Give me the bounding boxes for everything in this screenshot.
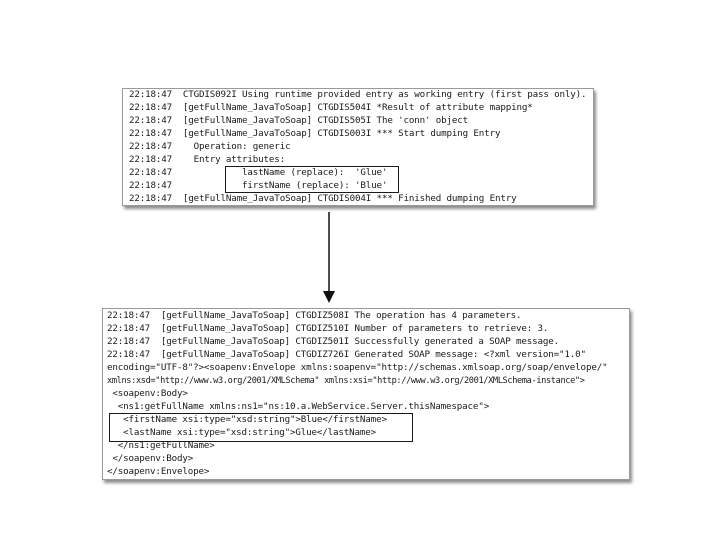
log-line: 22:18:47 lastName (replace): 'Glue' [129,167,388,178]
log-line: 22:18:47 [getFullName_JavaToSoap] CTGDIS003I *** Start dumping Entry [129,128,501,139]
highlight-box-attributes [225,166,399,193]
log-line: 22:18:47 [getFullName_JavaToSoap] CTGDIZ510I Number of parameters to retrieve: 3. [107,323,549,334]
down-arrow-icon [319,212,339,304]
log-line: 22:18:47 [getFullName_JavaToSoap] CTGDIZ508I The operation has 4 parameters. [107,310,522,321]
log-line: 22:18:47 [getFullName_JavaToSoap] CTGDIZ726I Generated SOAP message: <?xml version="1.0" [107,349,586,360]
log-line: </ns1:getFullName> [107,440,215,451]
log-line: 22:18:47 [getFullName_JavaToSoap] CTGDIZ501I Successfully generated a SOAP message. [107,336,560,347]
log-line: 22:18:47 Operation: generic [129,141,291,152]
log-line: <firstName xsi:type="xsd:string">Blue</firstName> [107,414,387,425]
log-line: 22:18:47 [getFullName_JavaToSoap] CTGDIS504I *Result of attribute mapping* [129,102,533,113]
log-line: 22:18:47 firstName (replace): 'Blue' [129,180,388,191]
log-line: <soapenv:Body> [107,388,188,399]
log-line: <lastName xsi:type="xsd:string">Glue</lastName> [107,427,377,438]
log-line: 22:18:47 CTGDIS092I Using runtime provided entry as working entry (first pass only). [129,89,587,100]
log-line: 22:18:47 [getFullName_JavaToSoap] CTGDIS505I The 'conn' object [129,115,469,126]
log-line: 22:18:47 [getFullName_JavaToSoap] CTGDIS004I *** Finished dumping Entry [129,193,517,204]
log-line: xmlns:xsd="http://www.w3.org/2001/XMLSchema" xmlns:xsi="http://www.w3.org/2001/XMLSchema-instance"> [107,376,585,386]
bottom-log-panel [102,308,630,480]
highlight-box-soap-params [109,413,413,442]
log-line: </soapenv:Body> [107,453,194,464]
log-line: encoding="UTF-8"?><soapenv:Envelope xmlns:soapenv="http://schemas.xmlsoap.org/soap/envelope/" [107,362,608,373]
log-line: 22:18:47 Entry attributes: [129,154,286,165]
log-line: <ns1:getFullName xmlns:ns1="ns:10.a.WebService.Server.thisNamespace"> [107,401,490,412]
log-line: </soapenv:Envelope> [107,466,210,477]
top-log-panel [122,88,594,206]
